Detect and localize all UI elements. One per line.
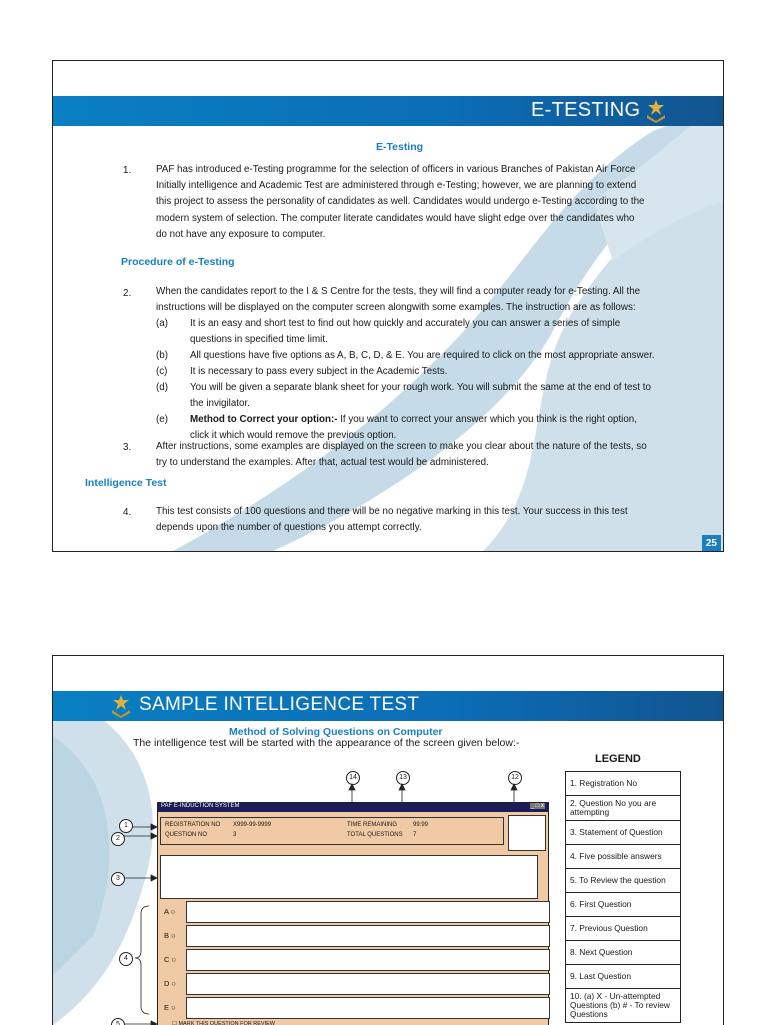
- list-item: [156, 316, 724, 348]
- callout-13: 13: [396, 771, 410, 785]
- answer-box-b: [186, 925, 550, 947]
- text-line: the invigilator.: [190, 398, 250, 410]
- page-number: 25: [702, 535, 721, 552]
- reg-value: X999-99-9999: [233, 822, 272, 828]
- callout-4: 4: [119, 952, 133, 966]
- window-titlebar: [158, 803, 548, 812]
- legend-item: 3. Statement of Question: [566, 821, 681, 845]
- text-line: click it which would remove the previous option.: [190, 430, 397, 442]
- question-statement-box: [160, 855, 538, 899]
- qno-label: QUESTION NO: [165, 832, 208, 838]
- legend-item: 6. First Question: [566, 893, 681, 917]
- bold-text: Method to Correct your option:-: [190, 414, 338, 425]
- legend-item: 4. Five possible answers: [566, 845, 681, 869]
- list-item: [156, 380, 724, 412]
- legend-item: 2. Question No you are attempting: [566, 796, 681, 821]
- option-letter: C: [164, 955, 170, 964]
- option-letter: E: [164, 1003, 170, 1012]
- answer-box-d: [186, 973, 550, 995]
- legend-title: LEGEND: [595, 753, 641, 765]
- text-line: All questions have five options as A, B, C, D, & E. You are required to click on the most appropriate answer.: [190, 350, 655, 361]
- legend-item: 7. Previous Question: [566, 917, 681, 941]
- qno-value: 3: [233, 832, 237, 838]
- time-value: 99:99: [413, 822, 429, 828]
- review-label: MARK THIS QUESTION FOR REVIEW: [178, 1021, 275, 1025]
- text-line: When the candidates report to the I & S Centre for the tests, they will find a computer ready for e-Testing. All the: [156, 286, 641, 297]
- text-span: If you want to correct your answer which you think is the right option,: [337, 414, 637, 425]
- legend-item: 5. To Review the question: [566, 869, 681, 893]
- option-label-e[interactable]: E ○: [164, 1003, 176, 1012]
- page-e-testing: [52, 60, 724, 552]
- test-app-window: [157, 802, 549, 1025]
- paragraph-3: [156, 439, 724, 471]
- paragraph-4: [156, 504, 724, 536]
- legend-item: 9. Last Question: [566, 965, 681, 989]
- reg-label: REGISTRATION NO: [165, 822, 221, 828]
- info-panel: [160, 817, 504, 845]
- text-line: Initially intelligence and Academic Test are administered through e-Testing; however, we are planning to extend: [156, 180, 637, 192]
- item-label: (b): [156, 350, 168, 361]
- page-title: SAMPLE INTELLIGENCE TEST: [139, 694, 420, 715]
- callout-14: 14: [346, 771, 360, 785]
- item-label: (d): [156, 382, 168, 393]
- list-item: [156, 348, 724, 364]
- answer-box-a: [186, 901, 550, 923]
- question-status-box: [508, 815, 546, 851]
- total-label: TOTAL QUESTIONS: [347, 832, 403, 838]
- section-title: E-Testing: [376, 141, 424, 153]
- option-letter: A: [164, 907, 169, 916]
- review-checkbox[interactable]: ☐ MARK THIS QUESTION FOR REVIEW: [172, 1021, 275, 1025]
- text-line: It is necessary to pass every subject in the Academic Tests.: [190, 366, 448, 377]
- para-number: 4.: [123, 507, 132, 518]
- text-line: This test consists of 100 questions and there will be no negative marking in this test. Your success in this test: [156, 506, 628, 517]
- text-line: modern system of selection. The computer literate candidates would have slight edge over the candidates who: [156, 212, 635, 224]
- text-line: try to understand the examples. After that, actual test would be administered.: [156, 457, 489, 469]
- option-label-c[interactable]: C ○: [164, 955, 177, 964]
- paf-emblem-icon: [645, 99, 667, 123]
- page-title: E-TESTING: [531, 99, 641, 121]
- item-label: (e): [156, 414, 168, 425]
- item-label: (c): [156, 366, 168, 377]
- text-line: do not have any exposure to computer.: [156, 228, 326, 240]
- text-line: It is an easy and short test to find out how quickly and accurately you can answer a series of simple: [190, 318, 621, 329]
- sub-items-list: [156, 316, 724, 444]
- method-heading: Method of Solving Questions on Computer: [229, 726, 443, 738]
- legend-item: 10. (a) X - Un-attempted Questions (b) # - To review Questions: [566, 989, 681, 1023]
- text-line: After instructions, some examples are displayed on the screen to make you clear about the nature of the tests, so: [156, 441, 647, 452]
- page-sample-intelligence-test: [52, 655, 724, 1025]
- callout-3: 3: [111, 872, 125, 886]
- option-label-b[interactable]: B ○: [164, 931, 176, 940]
- legend-item: 1. Registration No: [566, 772, 681, 796]
- option-letter: D: [164, 979, 170, 988]
- time-label: TIME REMAINING: [347, 822, 398, 828]
- callout-5: 5: [111, 1018, 125, 1025]
- window-controls[interactable]: _ □ x: [530, 803, 544, 809]
- text-line: questions in specified time limit.: [190, 334, 328, 346]
- callout-2: 2: [111, 832, 125, 846]
- text-line: You will be given a separate blank sheet for your rough work. You will submit the same at the end of test to: [190, 382, 651, 393]
- intelligence-heading: Intelligence Test: [85, 477, 167, 489]
- text-line: PAF has introduced e-Testing programme for the selection of officers in various Branches of Pakistan Air Force: [156, 164, 636, 175]
- text-line: this project to assess the personality of candidates as well. Candidates would undergo e-Testing according to the: [156, 196, 645, 208]
- legend-item: 8. Next Question: [566, 941, 681, 965]
- paragraph-1: [156, 162, 724, 243]
- window-title: PAF E-INDUCTION SYSTEM: [161, 803, 240, 809]
- option-label-d[interactable]: D ○: [164, 979, 177, 988]
- text-line: [190, 412, 722, 428]
- option-letter: B: [164, 931, 170, 940]
- answer-box-c: [186, 949, 550, 971]
- intro-text: The intelligence test will be started with the appearance of the screen given below:-: [133, 737, 520, 749]
- para-number: 2.: [123, 288, 132, 299]
- list-item: [156, 364, 724, 380]
- answer-box-e: [186, 997, 550, 1019]
- text-line: depends upon the number of questions you attempt correctly.: [156, 522, 422, 534]
- para-number: 1.: [123, 165, 132, 176]
- option-label-a[interactable]: A ○: [164, 907, 176, 916]
- paragraph-2: [156, 284, 724, 316]
- para-number: 3.: [123, 442, 132, 453]
- text-line: instructions will be displayed on the computer screen alongwith some examples. The instruction are as follows:: [156, 302, 636, 314]
- total-value: 7: [413, 832, 417, 838]
- procedure-heading: Procedure of e-Testing: [121, 256, 235, 268]
- callout-12: 12: [508, 771, 522, 785]
- item-label: (a): [156, 318, 168, 329]
- callout-1: 1: [119, 819, 133, 833]
